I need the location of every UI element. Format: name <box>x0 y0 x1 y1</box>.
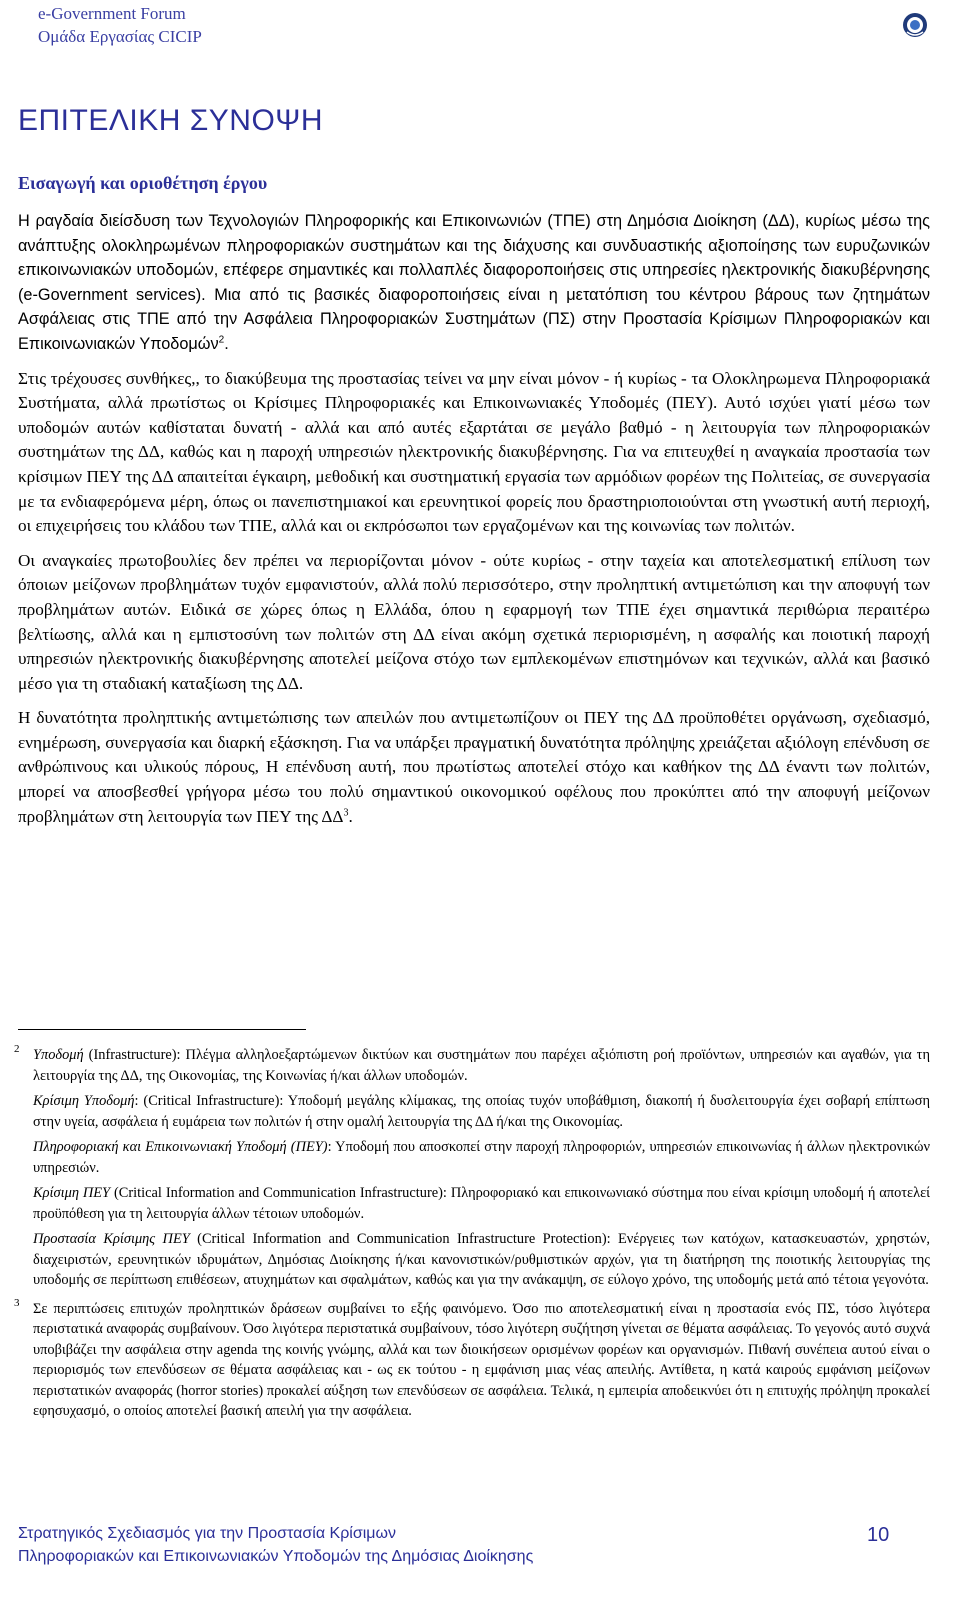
paragraph-4 <box>18 706 930 829</box>
footnote-ref-2: 2 <box>218 334 225 346</box>
footnote-entry <box>33 1229 930 1291</box>
body-text <box>18 209 930 839</box>
paragraph-1-text: Η ραγδαία διείσδυση των Τεχνολογιών Πληροφορικής και Επικοινωνιών (ΤΠΕ) στη Δημόσια Διοίκηση (ΔΔ), κυρίως μέσω της ανάπτυξης ολοκληρωμένων πληροφοριακών συστημάτων και της διάχυσης και συνδυαστικής αξιοποίησης των ευρυζωνικών επικοινωνιακών υποδομών, επέφερε σημαντικές και πολλαπλές διαφοροποιήσεις στις υπηρεσίες ηλεκτρονικής διακυβέρνησης (e-Government services). Μια από τις βασικές διαφοροποιήσεις είναι η μετατόπιση του κέντρου βάρους των ζητημάτων Ασφάλειας στις ΤΠΕ από την Ασφάλεια Πληροφοριακών Συστημάτων (ΠΣ) στην Προστασία Κρίσιμων Πληροφοριακών και Επικοινωνιακών Υποδομών <box>18 212 930 353</box>
footnote-term: Κρίσιμη ΠΕΥ <box>33 1185 111 1201</box>
paragraph-3: Οι αναγκαίες πρωτοβουλίες δεν πρέπει να περιορίζονται μόνον - ούτε κυρίως - στην ταχεία και αποτελεσματική επίλυση των όποιων μείζονων προβλημάτων τυχόν εμφανιστούν, αλλά πολύ περισσότερο, στην προληπτική αντιμετώπιση και την αποφυγή των προβλημάτων αυτών. Ειδικά σε χώρες όπως η Ελλάδα, όπου η εφαρμογή των ΤΠΕ έχει σημαντικά περιθώρια περαιτέρω βελτίωσης, αλλά και η εμπιστοσύνη των πολιτών στη ΔΔ είναι ακόμη σχετικά περιορισμένη, η ασφαλής και ποιοτική παροχή υπηρεσιών ηλεκτρονικής διακυβέρνησης αποτελεί μείζονα στόχο των εμπλεκομένων επιστημόνων και τεχνικών, αλλά και βασικό μέσο για τη σταδιακή καταξίωση της ΔΔ. <box>18 550 930 693</box>
paragraph-1 <box>18 209 930 357</box>
footer-line-2: Πληροφοριακών και Επικοινωνιακών Υποδομών της Δημόσιας Διοίκησης <box>18 1548 534 1565</box>
footnote-definition: : (Critical Infrastructure): Υποδομή μεγάλης κλίμακας, της οποίας τυχόν υποβάθμιση, διακοπή ή δυσλειτουργία έχει σοβαρή επίπτωση στην υγεία, ασφάλεια ή ευμάρεια των πολιτών ή στην ομαλή λειτουργία της ΔΔ ή/και της Οικονομίας. <box>33 1093 930 1130</box>
footnote-term: Κρίσιμη Υποδομή <box>33 1093 135 1109</box>
paragraph-4-text: Η δυνατότητα προληπτικής αντιμετώπισης των απειλών που αντιμετωπίζουν οι ΠΕΥ της ΔΔ προϋποθέτει οργάνωση, σχεδιασμό, ενημέρωση, συνεργασία και διαρκή εξάσκηση. Για να υπάρξει πραγματική δυνατότητα πρόληψης χρειάζεται αξιόλογη επένδυση σε ανθρώπινους και υλικούς πόρους, Η επένδυση αυτή, που πρωτίστως αποτελεί στόχο και καθήκον της ΔΔ έναντι των πολιτών, μπορεί να αποσβεσθεί γρήγορα μέσω του πολύ σημαντικού οικονομικού οφέλους που προκύπτει από την αποφυγή μείζονων προβλημάτων στη λειτουργία των ΠΕΥ της ΔΔ <box>18 708 930 826</box>
footnote-definition: (Critical Information and Communication Infrastructure Protection): Ενέργειες των κατόχων, κατασκευαστών, χρηστών, διαχειριστών, ερευνητικών ιδρυμάτων, Δημόσιας Διοίκησης ή/και κανονιστικών/ρυθμιστικών αρχών, για τη διατήρηση της ποιοτικής λειτουργίας της υποδομής σε περίπτωση επιθέσεων, ατυχημάτων και σφαλμάτων, καθώς και για την ανάκαμψη, σε εύλογο χρόνο, της υποδομής μετά από τέτοια γεγονότα. <box>33 1231 930 1288</box>
footnote-definition: (Infrastructure): Πλέγμα αλληλοεξαρτώμενων δικτύων και συστημάτων που παρέχει αξιόπιστη ροή προϊόντων, υπηρεσιών και αγαθών, για τη λειτουργία της ΔΔ, της Οικονομίας, της Κοινωνίας ή/και άλλων υποδομών. <box>33 1047 930 1084</box>
footnote-separator <box>18 1029 306 1030</box>
paragraph-4-tail: . <box>348 806 353 826</box>
document-header <box>38 2 202 48</box>
logo-label <box>930 20 941 21</box>
footnote-entry <box>33 1045 930 1086</box>
forum-logo-icon <box>902 12 928 38</box>
header-forum-name: e-Government Forum <box>38 4 186 23</box>
footnote-entry <box>33 1137 930 1178</box>
paragraph-2: Στις τρέχουσες συνθήκες,, το διακύβευμα της προστασίας τείνει να μην είναι μόνον - ή κυρίως - τα Ολοκληρωμενα Πληροφοριακά Συστήματα, αλλά πρωτίστως οι Κρίσιμες Πληροφοριακές και Επικοινωνιακές Υποδομές (ΠΕΥ). Αυτό ισχύει γιατί μέσω των υποδομών αυτών καθίσταται δυνατή - αλλά και από αυτές εξαρτάται σε μεγάλο βαθμό - η λειτουργία των πληροφοριακών συστημάτων της ΔΔ, καθώς και η παροχή υπηρεσιών ηλεκτρονικής διακυβέρνησης. Για να επιτευχθεί η αναγκαία προστασία των κρίσιμων ΠΕΥ της ΔΔ απαιτείται έγκαιρη, μεθοδική και συστηματική εργασία των αρμόδιων φορέων της Πολιτείας, σε συνεργασία με τα ενδιαφερόμενα μέρη, όπως οι πανεπιστημιακοί και ερευνητικοί φορείς που δραστηριοποιούνται στη γνωστική αυτή περιοχή, οι επιχειρήσεις του κλάδου των ΤΠΕ, αλλά και οι εκπρόσωποι των εργαζομένων και της κοινωνίας των πολιτών. <box>18 368 930 536</box>
footnotes <box>14 1043 930 1430</box>
footnote-2-number: 2 <box>14 1043 20 1055</box>
footnote-definition: : Υποδομή που αποσκοπεί στην παροχή πληροφοριών, υπηρεσιών επικοινωνίας ή άλλων ηλεκτρονικών υπηρεσιών. <box>33 1139 930 1176</box>
footnote-3-text: Σε περιπτώσεις επιτυχών προληπτικών δράσεων συμβαίνει το εξής φαινόμενο. Όσο πιο αποτελεσματική είναι η προστασία ενός ΠΣ, τόσο λιγότερα περιστατικά αναφοράς συμβαίνουν. Όσο λιγότερα περιστατικά συμβαίνουν, τόσο λιγότερη συζήτηση γίνεται σε θέματα ασφάλειας. Το γεγονός αυτό συχνά υποβιβάζει την ασφάλεια στην agenda της κοινής γνώμης, αλλά και των διοικήσεων ορισμένων φορέων και οργανισμών. Πιθανή συνέπεια αυτού είναι ο περιορισμός των επενδύσεων σε θέματα ασφάλειας και - ως εκ τούτου - η εμφάνιση μιας νέας απειλής. Αντίθετα, η κατά καιρούς εμφάνιση μείζονων περιστατικών αναφοράς (horror stories) προκαλεί αύξηση των επενδύσεων σε ασφάλεια. Τελικά, η εμπειρία αποδεικνύει ότι η επιτυχής πρόληψη προκαλεί εφησυχασμό, ο οποίος αποτελεί βασική απειλή για την ασφάλεια. <box>33 1300 930 1419</box>
page-number: 10 <box>867 1524 890 1546</box>
footer-line-1: Στρατηγικός Σχεδιασμός για την Προστασία Κρίσιμων <box>18 1525 396 1542</box>
footnote-ref-3: 3 <box>343 806 349 818</box>
section-heading: Εισαγωγή και οριοθέτηση έργου <box>18 173 268 193</box>
footnote-term: Υποδομή <box>33 1047 84 1063</box>
footnote-3-number: 3 <box>14 1296 20 1309</box>
footnote-3 <box>14 1296 930 1422</box>
paragraph-1-tail: . <box>224 334 229 353</box>
page-title: ΕΠΙΤΕΛΙΚΗ ΣΥΝΟΨΗ <box>18 104 324 137</box>
footnote-entry <box>33 1183 930 1224</box>
footnote-entry <box>33 1091 930 1132</box>
footnote-definition: (Critical Information and Communication Infrastructure): Πληροφοριακό και επικοινωνιακό σύστημα που είναι κρίσιμη υποδομή ή αποτελεί προϋπόθεση για τη λειτουργία άλλων τέτοιων υποδομών. <box>33 1185 930 1222</box>
document-footer <box>18 1522 533 1568</box>
footnote-term: Προστασία Κρίσιμης ΠΕΥ <box>33 1231 190 1247</box>
header-working-group: Ομάδα Εργασίας CICIP <box>38 27 202 46</box>
footnote-term: Πληροφοριακή και Επικοινωνιακή Υποδομή (ΠΕΥ) <box>33 1139 328 1155</box>
footnote-2 <box>14 1043 930 1291</box>
